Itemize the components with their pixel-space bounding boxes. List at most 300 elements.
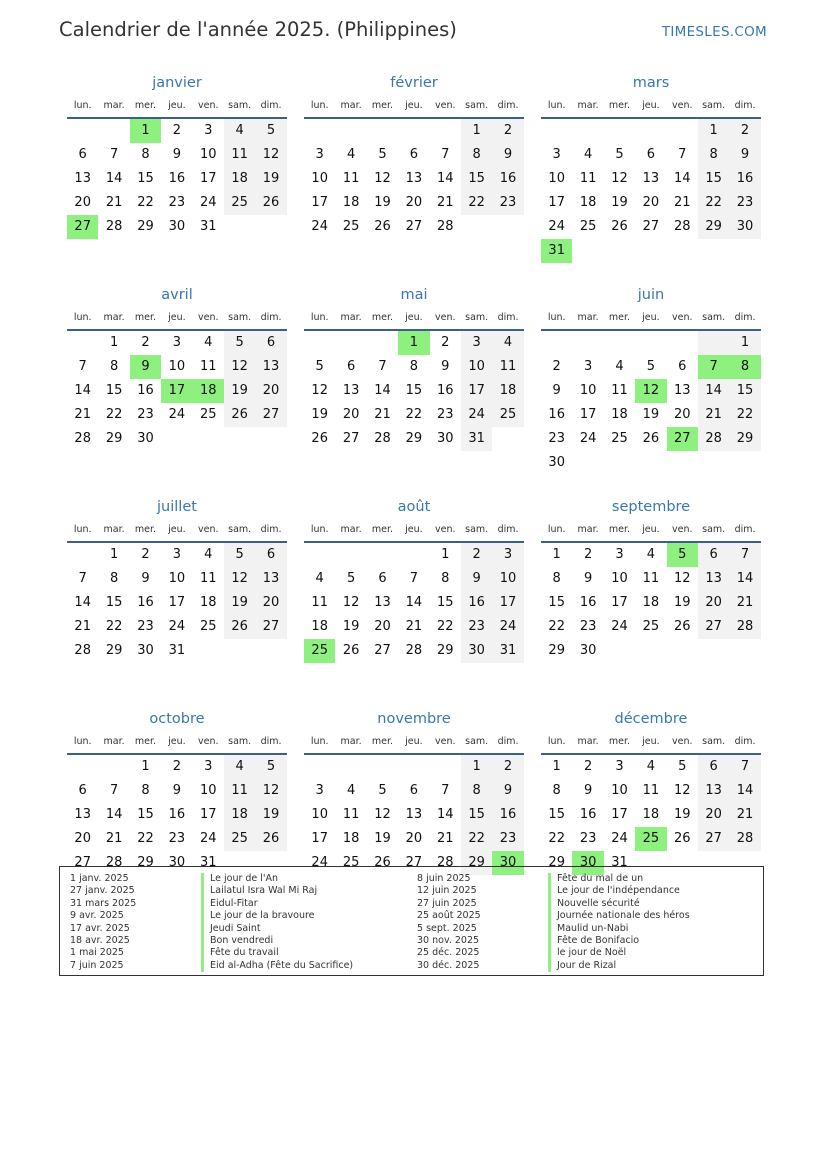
day[interactable]: 31 <box>611 855 628 870</box>
day[interactable]: 18 <box>611 407 628 422</box>
day[interactable]: 9 <box>729 143 760 167</box>
day[interactable]: 5 <box>346 571 356 586</box>
day[interactable]: 2 <box>141 547 150 562</box>
day[interactable]: 11 <box>579 171 597 186</box>
day[interactable]: 5 <box>255 119 286 143</box>
day[interactable]: 9 <box>552 383 561 398</box>
day[interactable]: 20 <box>698 591 729 615</box>
day[interactable]: 26 <box>311 431 328 446</box>
day-holiday[interactable]: 1 <box>130 119 161 143</box>
day[interactable]: 1 <box>109 547 119 562</box>
day[interactable]: 20 <box>698 803 729 827</box>
day[interactable]: 15 <box>698 167 729 191</box>
day[interactable]: 4 <box>224 755 255 779</box>
day[interactable]: 3 <box>492 543 523 567</box>
day[interactable]: 24 <box>611 619 628 634</box>
day[interactable]: 20 <box>74 195 91 210</box>
day[interactable]: 26 <box>374 219 391 234</box>
day[interactable]: 21 <box>74 619 91 634</box>
day[interactable]: 31 <box>168 643 186 658</box>
day[interactable]: 9 <box>441 359 450 374</box>
day[interactable]: 31 <box>492 639 523 663</box>
day[interactable]: 28 <box>436 855 454 870</box>
day[interactable]: 9 <box>492 143 523 167</box>
day[interactable]: 23 <box>579 831 597 846</box>
day[interactable]: 29 <box>729 427 760 451</box>
day[interactable]: 27 <box>405 855 423 870</box>
day[interactable]: 23 <box>137 407 154 422</box>
day[interactable]: 24 <box>611 831 628 846</box>
day[interactable]: 30 <box>548 455 565 470</box>
day[interactable]: 27 <box>698 827 729 851</box>
day[interactable]: 16 <box>436 383 454 398</box>
site-link[interactable]: TIMESLES.COM <box>661 24 767 40</box>
day[interactable]: 22 <box>436 619 454 634</box>
day[interactable]: 12 <box>255 779 286 803</box>
day[interactable]: 10 <box>611 783 628 798</box>
day[interactable]: 23 <box>548 431 565 446</box>
day[interactable]: 4 <box>204 547 213 562</box>
day[interactable]: 19 <box>224 591 255 615</box>
day[interactable]: 4 <box>315 571 324 586</box>
day[interactable]: 21 <box>698 403 729 427</box>
day[interactable]: 8 <box>109 359 119 374</box>
day[interactable]: 9 <box>461 567 492 591</box>
day-holiday[interactable]: 25 <box>304 639 335 663</box>
day[interactable]: 1 <box>729 331 760 355</box>
day[interactable]: 20 <box>74 831 91 846</box>
day[interactable]: 17 <box>199 171 217 186</box>
day[interactable]: 20 <box>673 407 691 422</box>
day[interactable]: 6 <box>409 783 418 798</box>
day[interactable]: 19 <box>255 167 286 191</box>
day[interactable]: 3 <box>615 547 624 562</box>
day[interactable]: 27 <box>74 855 91 870</box>
day[interactable]: 13 <box>698 567 729 591</box>
day[interactable]: 3 <box>172 547 181 562</box>
day[interactable]: 2 <box>441 335 450 350</box>
day[interactable]: 13 <box>642 171 660 186</box>
day[interactable]: 14 <box>436 807 454 822</box>
day[interactable]: 9 <box>583 783 593 798</box>
day[interactable]: 12 <box>374 807 391 822</box>
day[interactable]: 30 <box>137 643 154 658</box>
day[interactable]: 6 <box>255 543 286 567</box>
day[interactable]: 10 <box>492 567 523 591</box>
day[interactable]: 8 <box>109 571 119 586</box>
day[interactable]: 13 <box>374 595 391 610</box>
day[interactable]: 15 <box>461 167 492 191</box>
day[interactable]: 27 <box>342 431 360 446</box>
day[interactable]: 23 <box>168 831 186 846</box>
day[interactable]: 14 <box>698 379 729 403</box>
day[interactable]: 16 <box>579 595 597 610</box>
day[interactable]: 16 <box>168 807 186 822</box>
day[interactable]: 12 <box>673 783 691 798</box>
day[interactable]: 2 <box>492 119 523 143</box>
day[interactable]: 29 <box>137 855 154 870</box>
day[interactable]: 6 <box>346 359 356 374</box>
day[interactable]: 26 <box>673 619 691 634</box>
day[interactable]: 17 <box>548 195 565 210</box>
day[interactable]: 26 <box>224 403 255 427</box>
day[interactable]: 21 <box>673 195 691 210</box>
day[interactable]: 11 <box>342 807 360 822</box>
day[interactable]: 8 <box>552 571 561 586</box>
day[interactable]: 12 <box>224 355 255 379</box>
day[interactable]: 5 <box>678 759 687 774</box>
day[interactable]: 19 <box>342 619 360 634</box>
day[interactable]: 14 <box>405 595 423 610</box>
day[interactable]: 2 <box>583 759 593 774</box>
day[interactable]: 2 <box>172 759 181 774</box>
day[interactable]: 29 <box>461 851 492 875</box>
day[interactable]: 16 <box>579 807 597 822</box>
day[interactable]: 8 <box>698 143 729 167</box>
day[interactable]: 28 <box>374 431 391 446</box>
day[interactable]: 14 <box>673 171 691 186</box>
day[interactable]: 5 <box>315 359 324 374</box>
day[interactable]: 26 <box>255 191 286 215</box>
day[interactable]: 22 <box>698 191 729 215</box>
day[interactable]: 18 <box>642 807 660 822</box>
day[interactable]: 31 <box>199 219 217 234</box>
day[interactable]: 22 <box>405 407 423 422</box>
day[interactable]: 26 <box>342 643 360 658</box>
day[interactable]: 16 <box>548 407 565 422</box>
day[interactable]: 19 <box>642 407 660 422</box>
day[interactable]: 9 <box>141 571 150 586</box>
day[interactable]: 19 <box>374 195 391 210</box>
day[interactable]: 5 <box>224 543 255 567</box>
day[interactable]: 26 <box>642 431 660 446</box>
day[interactable]: 27 <box>642 219 660 234</box>
day[interactable]: 8 <box>461 779 492 803</box>
day[interactable]: 6 <box>78 783 87 798</box>
day[interactable]: 21 <box>405 619 423 634</box>
day[interactable]: 14 <box>374 383 391 398</box>
day[interactable]: 24 <box>199 195 217 210</box>
day[interactable]: 24 <box>311 855 328 870</box>
day-holiday[interactable]: 12 <box>635 379 666 403</box>
day[interactable]: 29 <box>548 855 565 870</box>
day[interactable]: 4 <box>615 359 624 374</box>
day-holiday[interactable]: 9 <box>130 355 161 379</box>
day[interactable]: 18 <box>224 803 255 827</box>
day[interactable]: 23 <box>492 191 523 215</box>
day[interactable]: 5 <box>224 331 255 355</box>
day[interactable]: 15 <box>461 803 492 827</box>
day[interactable]: 25 <box>199 619 217 634</box>
day[interactable]: 1 <box>461 755 492 779</box>
day[interactable]: 9 <box>583 571 593 586</box>
day[interactable]: 15 <box>105 595 123 610</box>
day[interactable]: 6 <box>646 147 655 162</box>
day[interactable]: 20 <box>642 195 660 210</box>
day[interactable]: 25 <box>224 191 255 215</box>
day[interactable]: 17 <box>492 591 523 615</box>
day[interactable]: 3 <box>615 759 624 774</box>
day[interactable]: 16 <box>461 591 492 615</box>
day[interactable]: 28 <box>105 219 123 234</box>
day[interactable]: 24 <box>548 219 565 234</box>
day[interactable]: 19 <box>224 379 255 403</box>
day[interactable]: 15 <box>729 379 760 403</box>
day[interactable]: 3 <box>583 359 593 374</box>
day[interactable]: 1 <box>552 547 561 562</box>
day[interactable]: 13 <box>74 807 91 822</box>
day[interactable]: 16 <box>492 167 523 191</box>
day-holiday[interactable]: 30 <box>572 851 603 875</box>
day[interactable]: 22 <box>461 827 492 851</box>
day[interactable]: 28 <box>729 827 760 851</box>
day[interactable]: 22 <box>137 831 154 846</box>
day[interactable]: 19 <box>311 407 328 422</box>
day[interactable]: 17 <box>311 195 328 210</box>
day[interactable]: 24 <box>199 831 217 846</box>
day[interactable]: 29 <box>405 431 423 446</box>
day[interactable]: 5 <box>646 359 655 374</box>
day[interactable]: 7 <box>78 571 87 586</box>
day[interactable]: 3 <box>204 759 213 774</box>
day[interactable]: 12 <box>255 143 286 167</box>
day[interactable]: 12 <box>673 571 691 586</box>
day[interactable]: 20 <box>255 591 286 615</box>
day[interactable]: 11 <box>642 783 660 798</box>
day[interactable]: 23 <box>436 407 454 422</box>
day[interactable]: 19 <box>673 595 691 610</box>
day[interactable]: 27 <box>255 403 286 427</box>
day[interactable]: 29 <box>137 219 154 234</box>
day[interactable]: 23 <box>729 191 760 215</box>
day[interactable]: 20 <box>374 619 391 634</box>
day[interactable]: 17 <box>611 595 628 610</box>
day[interactable]: 24 <box>168 619 186 634</box>
day[interactable]: 3 <box>461 331 492 355</box>
day[interactable]: 19 <box>611 195 628 210</box>
day[interactable]: 16 <box>168 171 186 186</box>
day[interactable]: 6 <box>698 755 729 779</box>
day[interactable]: 8 <box>409 359 418 374</box>
day[interactable]: 14 <box>74 383 91 398</box>
day[interactable]: 15 <box>436 595 454 610</box>
day[interactable]: 16 <box>729 167 760 191</box>
day[interactable]: 18 <box>579 195 597 210</box>
day[interactable]: 2 <box>552 359 561 374</box>
day[interactable]: 7 <box>729 755 760 779</box>
day[interactable]: 23 <box>137 619 154 634</box>
day[interactable]: 17 <box>199 807 217 822</box>
day[interactable]: 14 <box>436 171 454 186</box>
day[interactable]: 1 <box>141 759 150 774</box>
day[interactable]: 16 <box>137 383 154 398</box>
day[interactable]: 13 <box>74 171 91 186</box>
day[interactable]: 9 <box>172 783 181 798</box>
day[interactable]: 3 <box>172 335 181 350</box>
day[interactable]: 28 <box>74 431 91 446</box>
day[interactable]: 3 <box>315 147 324 162</box>
day[interactable]: 28 <box>105 855 123 870</box>
day[interactable]: 30 <box>436 431 454 446</box>
day[interactable]: 4 <box>346 147 356 162</box>
day[interactable]: 19 <box>255 803 286 827</box>
day[interactable]: 11 <box>611 383 628 398</box>
day[interactable]: 15 <box>137 807 154 822</box>
day[interactable]: 15 <box>105 383 123 398</box>
day[interactable]: 13 <box>673 383 691 398</box>
day[interactable]: 1 <box>441 547 450 562</box>
day[interactable]: 4 <box>204 335 213 350</box>
day[interactable]: 22 <box>105 407 123 422</box>
day-holiday[interactable]: 5 <box>667 543 698 567</box>
day-holiday[interactable]: 8 <box>729 355 760 379</box>
day[interactable]: 29 <box>105 431 123 446</box>
day[interactable]: 4 <box>224 119 255 143</box>
day[interactable]: 31 <box>461 427 492 451</box>
day[interactable]: 5 <box>378 783 387 798</box>
day[interactable]: 26 <box>611 219 628 234</box>
day[interactable]: 6 <box>78 147 87 162</box>
day[interactable]: 11 <box>224 779 255 803</box>
day[interactable]: 24 <box>492 615 523 639</box>
day-holiday[interactable]: 27 <box>67 215 98 239</box>
day[interactable]: 10 <box>579 383 597 398</box>
day[interactable]: 7 <box>441 783 450 798</box>
day[interactable]: 3 <box>552 147 561 162</box>
day[interactable]: 14 <box>729 779 760 803</box>
day-holiday[interactable]: 30 <box>492 851 523 875</box>
day[interactable]: 20 <box>342 407 360 422</box>
day[interactable]: 10 <box>199 783 217 798</box>
day[interactable]: 22 <box>137 195 154 210</box>
day[interactable]: 28 <box>673 219 691 234</box>
day[interactable]: 21 <box>436 195 454 210</box>
day[interactable]: 22 <box>105 619 123 634</box>
day[interactable]: 1 <box>698 119 729 143</box>
day[interactable]: 17 <box>579 407 597 422</box>
day[interactable]: 30 <box>137 431 154 446</box>
day[interactable]: 20 <box>405 195 423 210</box>
day[interactable]: 7 <box>378 359 387 374</box>
day[interactable]: 24 <box>168 407 186 422</box>
day[interactable]: 5 <box>378 147 387 162</box>
day[interactable]: 21 <box>105 195 123 210</box>
day[interactable]: 10 <box>548 171 565 186</box>
day[interactable]: 25 <box>342 855 360 870</box>
day[interactable]: 8 <box>441 571 450 586</box>
day[interactable]: 10 <box>311 171 328 186</box>
day[interactable]: 18 <box>224 167 255 191</box>
day-holiday[interactable]: 25 <box>635 827 666 851</box>
day[interactable]: 8 <box>461 143 492 167</box>
day[interactable]: 28 <box>436 219 454 234</box>
day[interactable]: 18 <box>642 595 660 610</box>
day[interactable]: 16 <box>492 803 523 827</box>
day[interactable]: 31 <box>199 855 217 870</box>
day[interactable]: 16 <box>137 595 154 610</box>
day[interactable]: 11 <box>642 571 660 586</box>
day[interactable]: 2 <box>141 335 150 350</box>
day[interactable]: 7 <box>441 147 450 162</box>
day[interactable]: 7 <box>78 359 87 374</box>
day[interactable]: 2 <box>461 543 492 567</box>
day[interactable]: 11 <box>492 355 523 379</box>
day[interactable]: 10 <box>199 147 217 162</box>
day[interactable]: 21 <box>374 407 391 422</box>
day[interactable]: 15 <box>405 383 423 398</box>
day[interactable]: 24 <box>311 219 328 234</box>
day[interactable]: 30 <box>579 643 597 658</box>
day[interactable]: 29 <box>105 643 123 658</box>
day[interactable]: 14 <box>729 567 760 591</box>
day[interactable]: 2 <box>492 755 523 779</box>
day[interactable]: 29 <box>548 643 565 658</box>
day[interactable]: 13 <box>405 171 423 186</box>
day[interactable]: 5 <box>615 147 624 162</box>
day[interactable]: 17 <box>168 595 186 610</box>
day[interactable]: 18 <box>492 379 523 403</box>
day[interactable]: 21 <box>74 407 91 422</box>
day[interactable]: 1 <box>109 335 119 350</box>
day[interactable]: 6 <box>255 331 286 355</box>
day[interactable]: 18 <box>199 595 217 610</box>
day[interactable]: 25 <box>579 219 597 234</box>
day[interactable]: 2 <box>172 123 181 138</box>
day[interactable]: 4 <box>646 759 655 774</box>
day[interactable]: 1 <box>552 759 561 774</box>
day[interactable]: 7 <box>109 147 119 162</box>
day[interactable]: 24 <box>461 403 492 427</box>
day[interactable]: 12 <box>611 171 628 186</box>
day[interactable]: 25 <box>492 403 523 427</box>
day[interactable]: 15 <box>548 807 565 822</box>
day[interactable]: 13 <box>342 383 360 398</box>
day[interactable]: 13 <box>255 355 286 379</box>
day-holiday[interactable]: 27 <box>667 427 698 451</box>
day[interactable]: 4 <box>583 147 593 162</box>
day[interactable]: 23 <box>461 615 492 639</box>
day[interactable]: 1 <box>461 119 492 143</box>
day[interactable]: 25 <box>642 619 660 634</box>
day[interactable]: 11 <box>199 359 217 374</box>
day[interactable]: 2 <box>729 119 760 143</box>
day[interactable]: 10 <box>311 807 328 822</box>
day[interactable]: 28 <box>729 615 760 639</box>
day[interactable]: 9 <box>172 147 181 162</box>
day[interactable]: 28 <box>405 643 423 658</box>
day[interactable]: 12 <box>311 383 328 398</box>
day[interactable]: 18 <box>342 195 360 210</box>
day[interactable]: 26 <box>224 615 255 639</box>
day[interactable]: 25 <box>342 219 360 234</box>
day[interactable]: 26 <box>374 855 391 870</box>
day[interactable]: 27 <box>374 643 391 658</box>
day[interactable]: 6 <box>409 147 418 162</box>
day[interactable]: 3 <box>315 783 324 798</box>
day[interactable]: 17 <box>311 831 328 846</box>
day[interactable]: 21 <box>105 831 123 846</box>
day-holiday[interactable]: 1 <box>398 331 429 355</box>
day[interactable]: 22 <box>729 403 760 427</box>
day[interactable]: 11 <box>224 143 255 167</box>
day[interactable]: 3 <box>204 123 213 138</box>
day[interactable]: 22 <box>548 831 565 846</box>
day[interactable]: 23 <box>579 619 597 634</box>
day[interactable]: 7 <box>678 147 687 162</box>
day[interactable]: 11 <box>342 171 360 186</box>
day[interactable]: 20 <box>255 379 286 403</box>
day[interactable]: 22 <box>461 191 492 215</box>
